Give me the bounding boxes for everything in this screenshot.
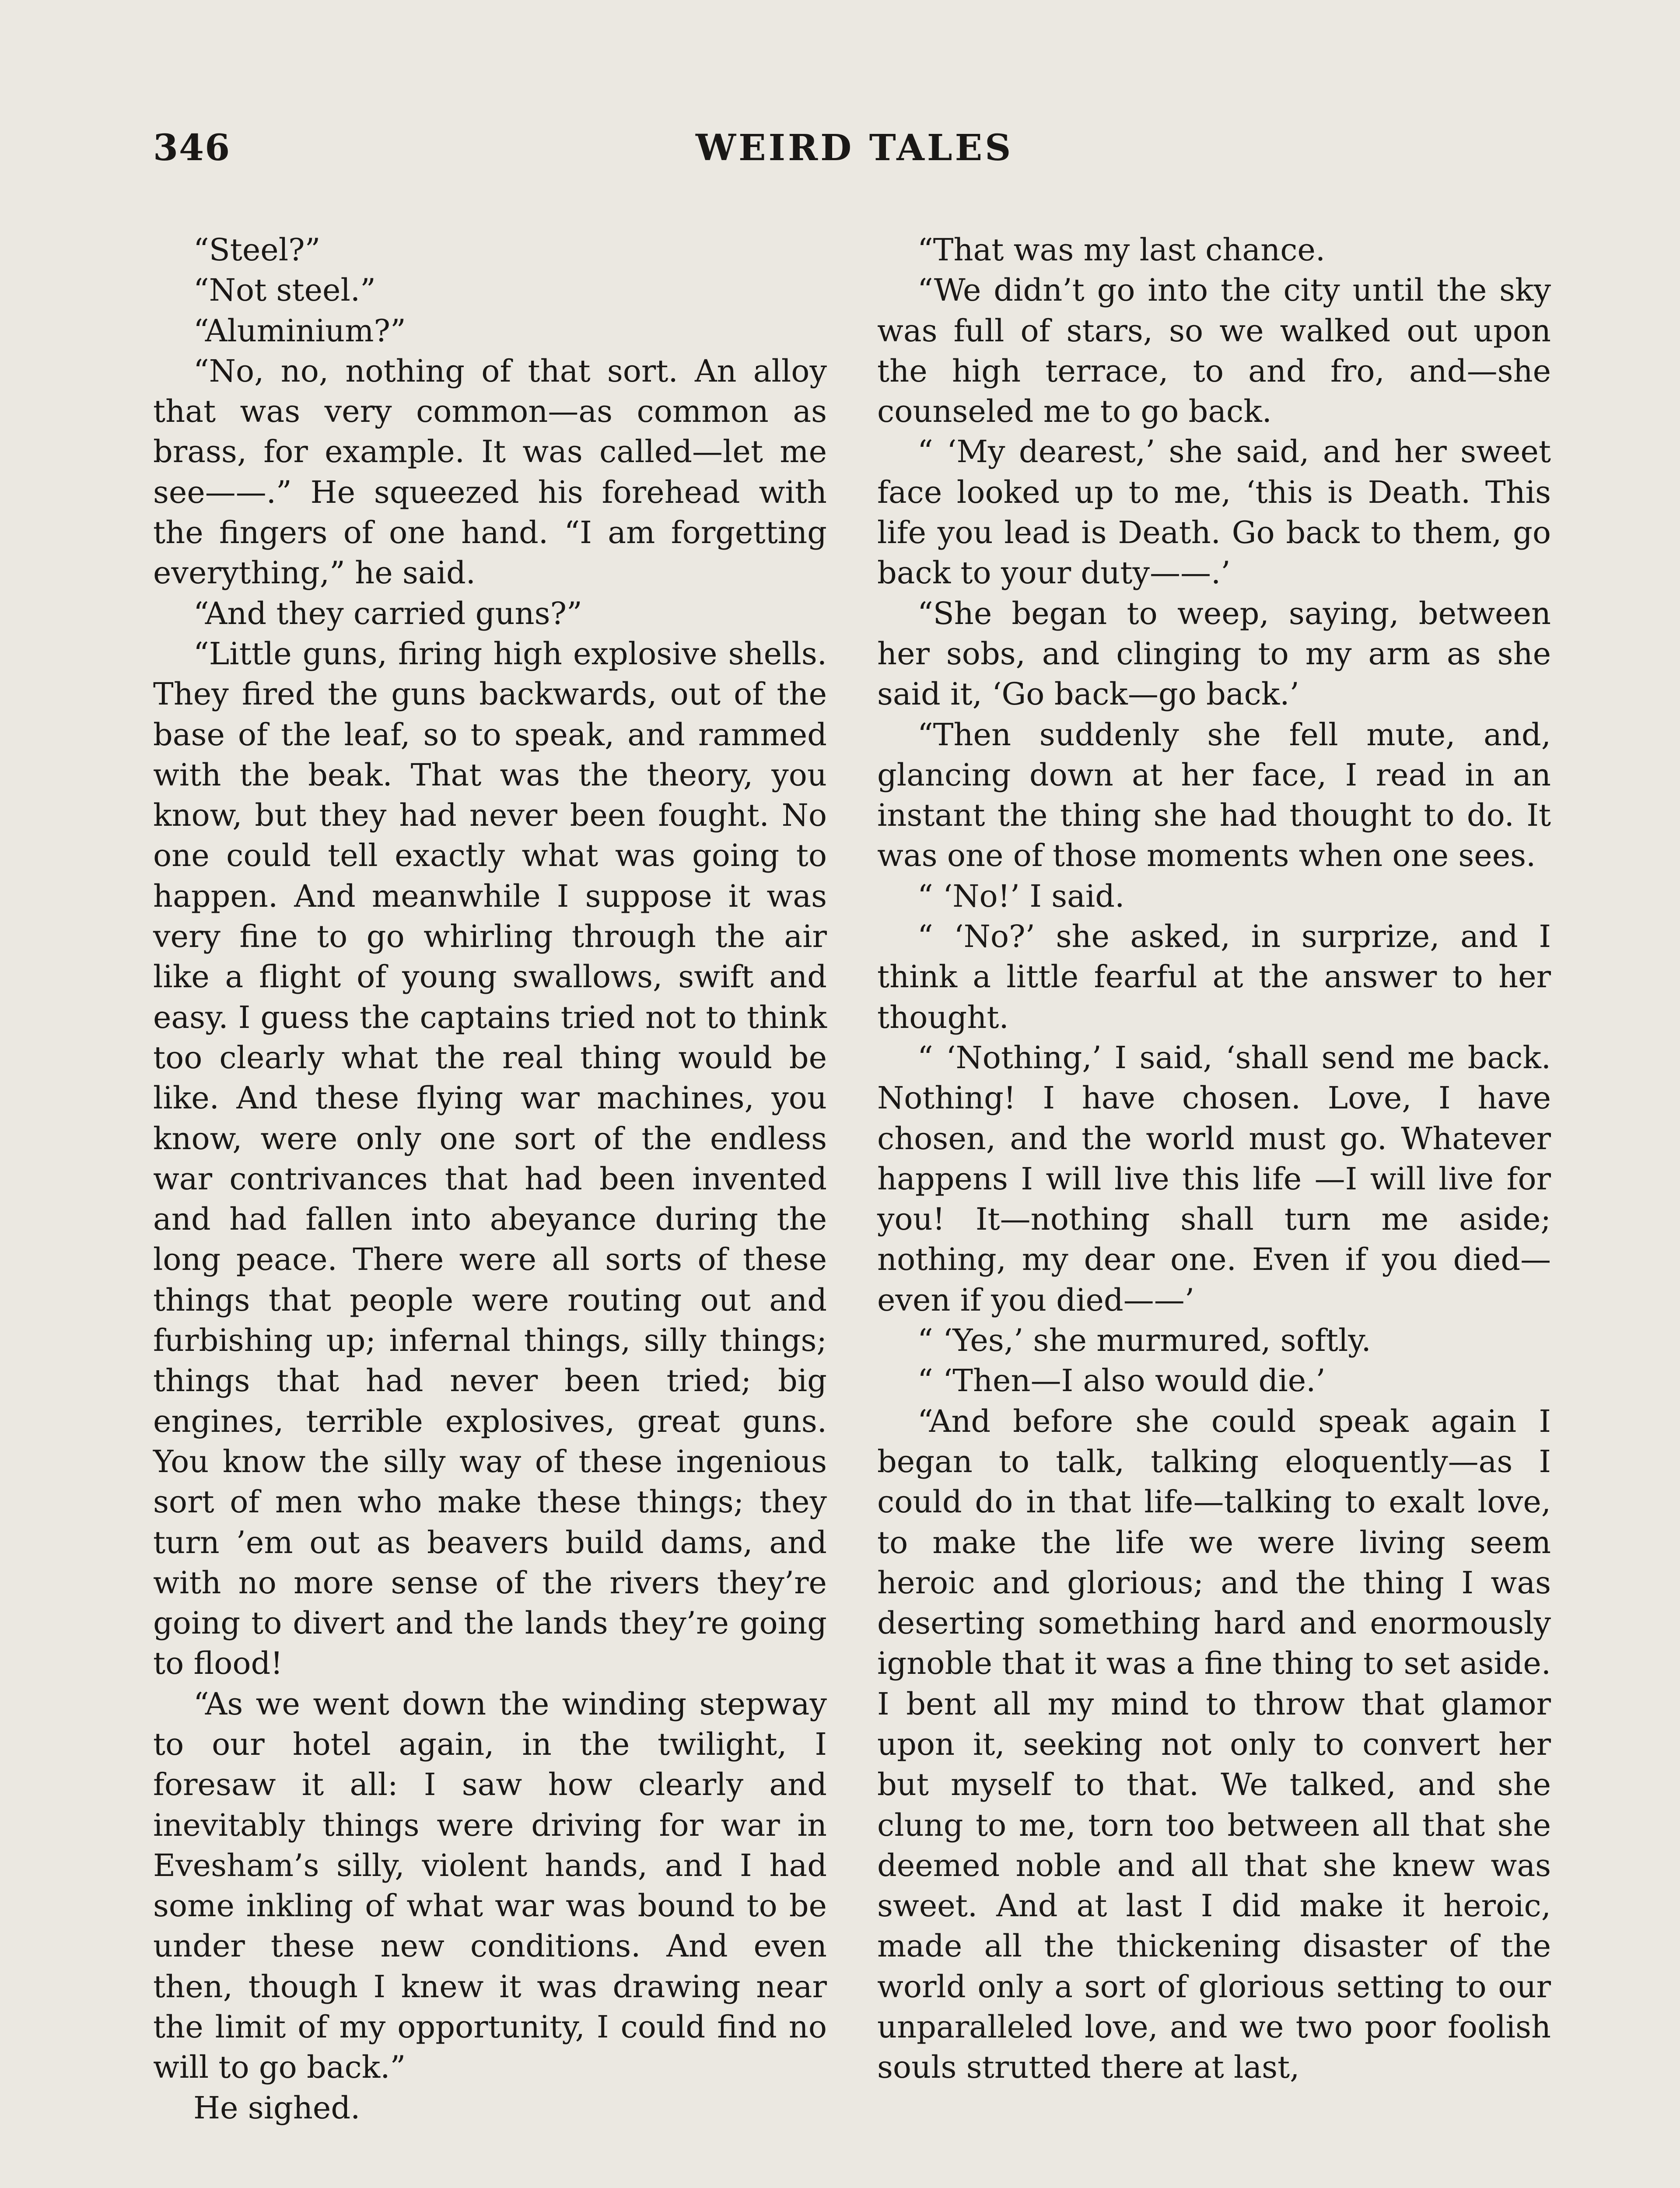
paragraph: “No, no, nothing of that sort. An alloy that was very common—as common as brass, for example. It was called—let me see——.” He squeezed his forehead with the fingers of one hand. “I am forgetting everything,” he said. [153,353,827,591]
paragraph: “Then suddenly she fell mute, and, glancing down at her face, I read in an instant the thing she had thought to do. It was one of those moments when one sees. [877,716,1551,874]
paragraph: “We didn’t go into the city until the sky was full of stars, so we walked out upon the high terrace, to and fro, and—she counseled me to go back. [877,272,1551,430]
paragraph: “She began to weep, saying, between her sobs, and clinging to my arm as she said it, ‘Go back—go back.’ [877,595,1551,712]
paragraph: “ ‘No!’ I said. [917,878,1125,914]
paragraph: “And before she could speak again I began to talk, talking eloquently—as I could do in that life—talking to exalt love, to make the life we were living seem heroic and glorious; and the thing I was deserting something hard and enormously ignoble that it was a fine thing to set aside. I bent all my mind to throw that glamor upon it, seeking not only to convert her but myself to that. We talked, and she clung to me, torn too between all that she deemed noble and all that she knew was sweet. And at last I did make it heroic, made all the thickening disaster of the world only a sort of glorious setting to our unparalleled love, and we two poor foolish souls strutted there at last, [877,1403,1551,2086]
paragraph: “As we went down the winding stepway to our hotel again, in the twilight, I foresaw it all: I saw how clearly and inevitably things were driving for war in Evesham’s silly, violent hands, and I had some inkling of what war was bound to be under these new conditions. And even then, though I knew it was drawing near the limit of my opportunity, I could find no will to go back.” [153,1686,827,2086]
running-head: WEIRD TALES [696,127,1014,169]
paragraph: “ ‘Nothing,’ I said, ‘shall send me back. Nothing! I have chosen. Love, I have chosen, and the world must go. Whatever happens I will live this life —I will live for you! It—nothing shall turn me aside; nothing, my dear one. Even if you died—even if you died——’ [877,1039,1551,1318]
right-column [877,230,1551,2088]
paragraph: “ ‘No?’ she asked, in surprize, and I think a little fearful at the answer to her thought. [877,919,1551,1035]
paragraph: “And they carried guns?” [193,595,582,631]
paragraph: “That was my last chance. [917,232,1326,268]
page-header [153,127,1549,179]
paragraph: “ ‘Yes,’ she murmured, softly. [917,1322,1371,1359]
paragraph: He sighed. [193,2090,360,2126]
left-column [153,230,827,2128]
paragraph: “ ‘My dearest,’ she said, and her sweet face looked up to me, ‘this is Death. This life you lead is Death. Go back to them, go back to your duty——.’ [877,434,1551,591]
paragraph: “Aluminium?” [193,312,406,349]
paragraph: “Not steel.” [193,272,376,309]
page-number: 346 [153,127,231,169]
paragraph: “ ‘Then—I also would die.’ [917,1363,1326,1399]
paragraph: “Little guns, firing high explosive shells. They fired the guns backwards, out of the base of the leaf, so to speak, and rammed with the beak. That was the theory, you know, but they had never been fought. No one could tell exactly what was going to happen. And meanwhile I suppose it was very fine to go whirling through the air like a flight of young swallows, swift and easy. I guess the captains tried not to think too clearly what the real thing would be like. And these flying war machines, you know, were only one sort of the endless war contrivances that had been invented and had fallen into abeyance during the long peace. There were all sorts of these things that people were routing out and furbishing up; infernal things, silly things; things that had never been tried; big engines, terrible explosives, great guns. You know the silly way of these ingenious sort of men who make these things; they turn ’em out as beavers build dams, and with no more sense of the rivers they’re going to divert and the lands they’re going to flood! [153,635,827,1682]
paragraph: “Steel?” [193,232,321,268]
